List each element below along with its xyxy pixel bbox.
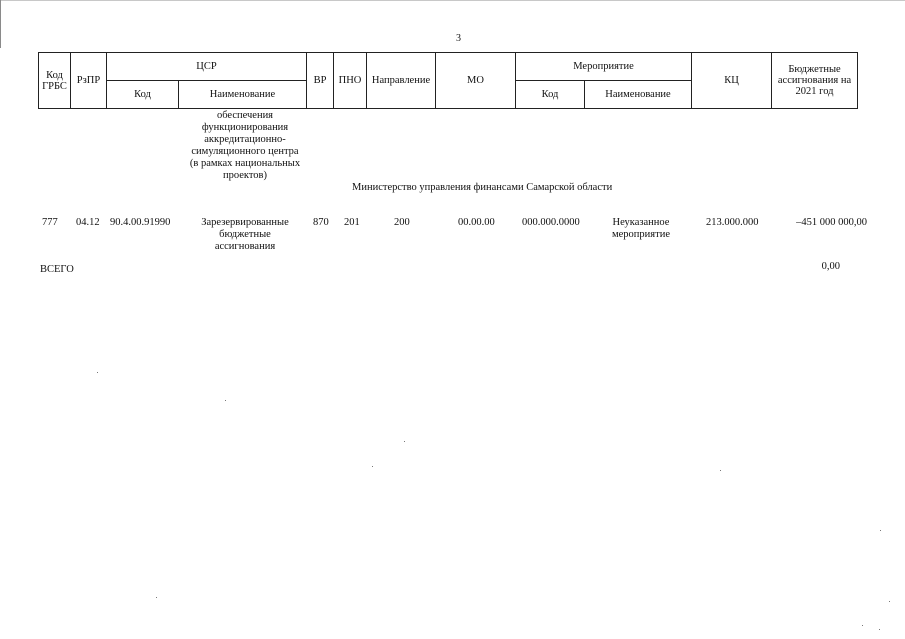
scan-speck	[879, 629, 880, 630]
total-value: 0,00	[821, 261, 840, 272]
continuation-line: (в рамках национальных	[189, 158, 301, 169]
header-meropriyatie: Мероприятие	[516, 53, 692, 81]
row-mo: 00.00.00	[458, 217, 495, 228]
header-budget: Бюджетные ассигнования на 2021 год	[772, 53, 858, 109]
header-vr: ВР	[307, 53, 334, 109]
row-rzpr: 04.12	[76, 217, 100, 228]
continuation-line: симуляционного центра	[191, 146, 299, 157]
page-edge-left	[0, 0, 1, 48]
scan-speck	[404, 441, 405, 442]
row-csr-name-line: бюджетные	[219, 229, 271, 240]
section-title: Министерство управления финансами Самарской области	[352, 182, 613, 193]
row-mer-name	[596, 217, 686, 241]
header-csr: ЦСР	[107, 53, 307, 81]
scan-speck	[225, 400, 226, 401]
header-mo: МО	[436, 53, 516, 109]
total-label: ВСЕГО	[40, 264, 74, 275]
header-kc: КЦ	[692, 53, 772, 109]
row-mer-code: 000.000.0000	[522, 217, 580, 228]
header-csr-name: Наименование	[179, 81, 307, 109]
row-csr-code: 90.4.00.91990	[110, 217, 171, 228]
row-pno: 201	[344, 217, 360, 228]
header-pno: ПНО	[334, 53, 367, 109]
scan-speck	[372, 466, 373, 467]
page-number: 3	[456, 33, 461, 44]
row-amount: –451 000 000,00	[796, 217, 867, 228]
row-csr-name	[184, 217, 306, 253]
continuation-line: аккредитационно-	[204, 134, 286, 145]
scan-speck	[156, 597, 157, 598]
header-napravlenie: Направление	[367, 53, 436, 109]
page-edge-top	[0, 0, 905, 1]
header-mer-kod: Код	[516, 81, 585, 109]
header-rzpr: РзПР	[71, 53, 107, 109]
row-mer-name-line: мероприятие	[612, 229, 670, 240]
row-vr: 870	[313, 217, 329, 228]
continuation-line: функционирования	[201, 122, 289, 133]
header-csr-kod: Код	[107, 81, 179, 109]
row-grbs: 777	[42, 217, 58, 228]
continuation-line: обеспечения	[216, 110, 274, 121]
scan-speck	[889, 601, 890, 602]
row-mer-name-line: Неуказанное	[612, 217, 670, 228]
row-napravlenie: 200	[394, 217, 410, 228]
scan-speck	[862, 625, 863, 626]
header-kod-grbs: Код ГРБС	[39, 53, 71, 109]
table-header	[38, 52, 858, 109]
header-mer-name: Наименование	[585, 81, 692, 109]
row-kc: 213.000.000	[706, 217, 759, 228]
row-csr-name-line: ассигнования	[214, 241, 276, 252]
continuation-line: проектов)	[222, 170, 268, 181]
continuation-text	[180, 110, 310, 182]
scan-speck	[720, 470, 721, 471]
scan-speck	[880, 530, 881, 531]
scan-speck	[97, 372, 98, 373]
row-csr-name-line: Зарезервированные	[201, 217, 289, 228]
